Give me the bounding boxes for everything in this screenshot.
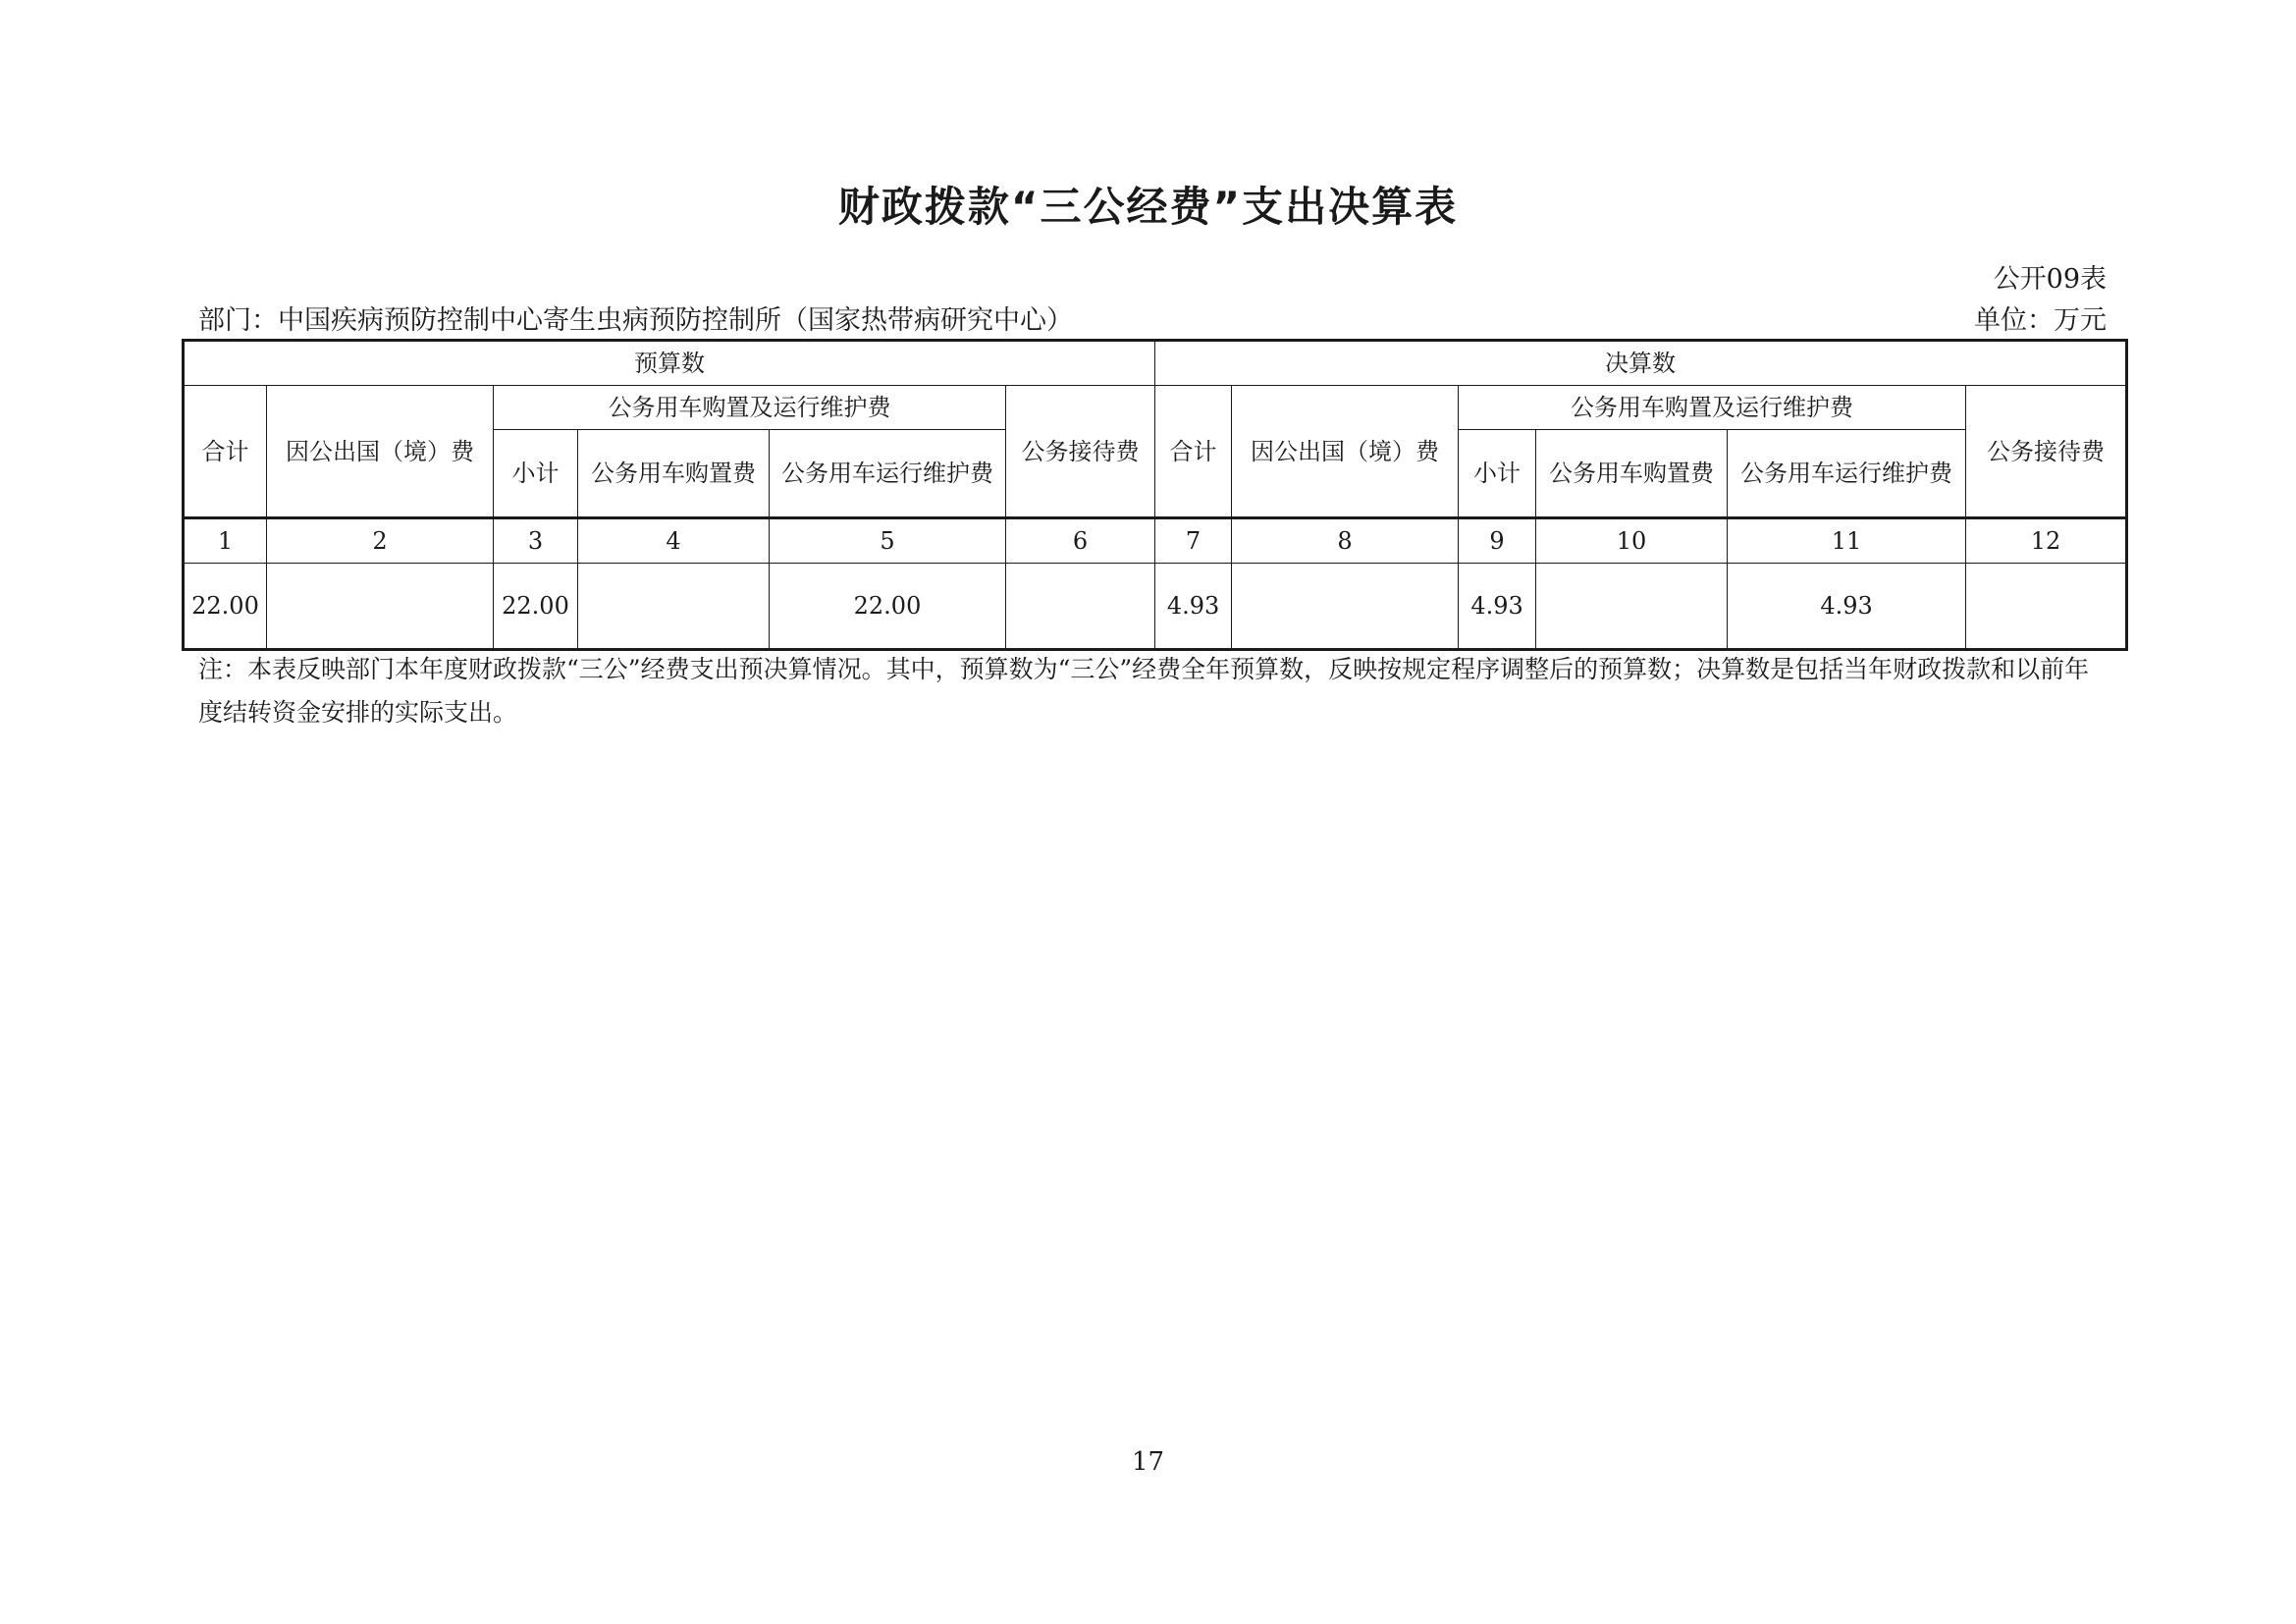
final-total-header: 合计 <box>1155 386 1232 518</box>
final-vehicle-operation-value: 4.93 <box>1728 564 1966 650</box>
final-vehicle-purchase-value <box>1536 564 1728 650</box>
budget-vehicle-operation-value: 22.00 <box>770 564 1006 650</box>
final-vehicle-group-header: 公务用车购置及运行维护费 <box>1459 386 1966 430</box>
final-total-value: 4.93 <box>1155 564 1232 650</box>
final-vehicle-purchase-header: 公务用车购置费 <box>1536 430 1728 518</box>
column-number: 7 <box>1155 518 1232 564</box>
column-number: 5 <box>770 518 1006 564</box>
form-number: 公开09表 <box>1993 264 2107 295</box>
final-subtotal-value: 4.93 <box>1459 564 1536 650</box>
column-number: 10 <box>1536 518 1728 564</box>
column-number: 4 <box>578 518 770 564</box>
column-number-row <box>184 518 2127 564</box>
final-abroad-value <box>1232 564 1459 650</box>
final-vehicle-operation-header: 公务用车运行维护费 <box>1728 430 1966 518</box>
budget-header: 预算数 <box>184 341 1155 386</box>
final-reception-header: 公务接待费 <box>1966 386 2127 518</box>
budget-subtotal-header: 小计 <box>494 430 578 518</box>
column-number: 11 <box>1728 518 1966 564</box>
column-number: 9 <box>1459 518 1536 564</box>
column-number: 8 <box>1232 518 1459 564</box>
budget-subtotal-value: 22.00 <box>494 564 578 650</box>
final-abroad-header: 因公出国（境）费 <box>1232 386 1459 518</box>
column-number: 6 <box>1006 518 1155 564</box>
unit-label: 单位：万元 <box>1974 305 2107 336</box>
page-title: 财政拨款“三公经费”支出决算表 <box>837 183 1459 231</box>
column-number: 12 <box>1966 518 2127 564</box>
value-row <box>184 564 2127 650</box>
budget-total-header: 合计 <box>184 386 267 518</box>
budget-vehicle-operation-header: 公务用车运行维护费 <box>770 430 1006 518</box>
budget-vehicle-purchase-value <box>578 564 770 650</box>
budget-abroad-value <box>267 564 494 650</box>
final-subtotal-header: 小计 <box>1459 430 1536 518</box>
budget-abroad-header: 因公出国（境）费 <box>267 386 494 518</box>
budget-vehicle-purchase-header: 公务用车购置费 <box>578 430 770 518</box>
final-header: 决算数 <box>1155 341 2127 386</box>
budget-total-value: 22.00 <box>184 564 267 650</box>
expenditure-table <box>182 339 2128 651</box>
final-reception-value <box>1966 564 2127 650</box>
budget-reception-header: 公务接待费 <box>1006 386 1155 518</box>
column-number: 2 <box>267 518 494 564</box>
table-note: 注：本表反映部门本年度财政拨款“三公”经费支出预决算情况。其中，预算数为“三公”经费全年预算数，反映按规定程序调整后的预算数；决算数是包括当年财政拨款和以前年度结转资金安排的实际支出。 <box>198 655 2090 727</box>
department-label: 部门：中国疾病预防控制中心寄生虫病预防控制所（国家热带病研究中心） <box>198 305 1073 336</box>
budget-vehicle-group-header: 公务用车购置及运行维护费 <box>494 386 1006 430</box>
page-number: 17 <box>1131 1447 1165 1477</box>
column-number: 1 <box>184 518 267 564</box>
column-number: 3 <box>494 518 578 564</box>
budget-reception-value <box>1006 564 1155 650</box>
